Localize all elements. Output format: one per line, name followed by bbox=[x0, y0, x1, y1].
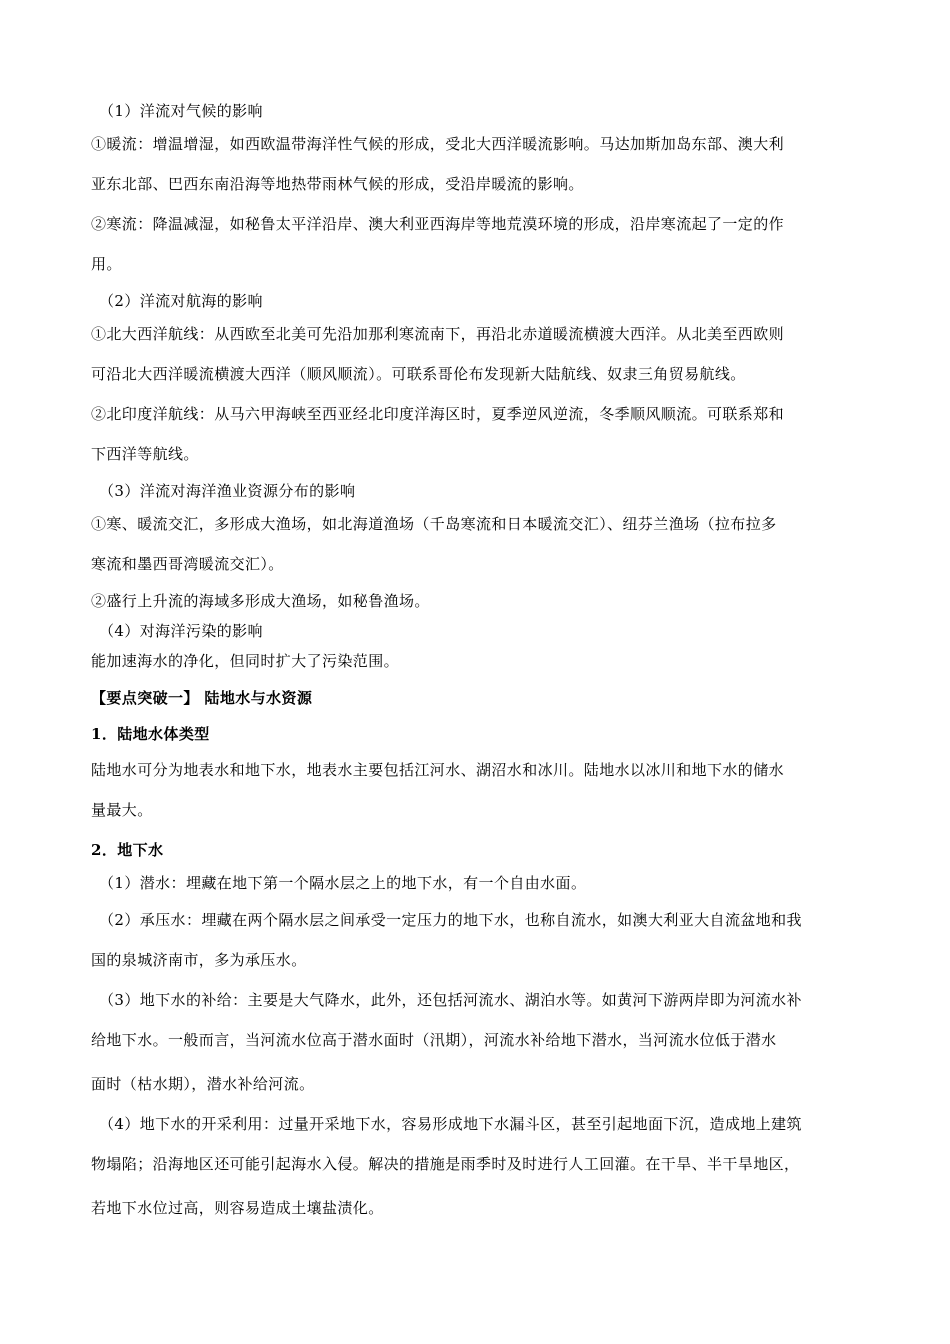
section-heading-groundwater: 2．地下水 bbox=[91, 841, 164, 859]
paragraph-confined-1: （2）承压水：埋藏在两个隔水层之间承受一定压力的地下水，也称自流水，如澳大利亚大自流盆地和我 bbox=[99, 911, 802, 929]
paragraph-land-water-2: 量最大。 bbox=[91, 801, 153, 819]
paragraph-indian-route-1: ②北印度洋航线：从马六甲海峡至西亚经北印度洋海区时，夏季逆风逆流，冬季顺风顺流。可联系郑和 bbox=[91, 405, 785, 423]
document-page bbox=[91, 96, 853, 1230]
paragraph-recharge-3: 面时（枯水期），潜水补给河流。 bbox=[91, 1075, 315, 1093]
paragraph-warm-current-2: 亚东北部、巴西东南沿海等地热带雨林气候的形成，受沿岸暖流的影响。 bbox=[91, 175, 584, 193]
paragraph-atlantic-route-1: ①北大西洋航线：从西欧至北美可先沿加那利寒流南下，再沿北赤道暖流横渡大西洋。从北美至西欧则 bbox=[91, 325, 785, 343]
paragraph-atlantic-route-2: 可沿北大西洋暖流横渡大西洋（顺风顺流）。可联系哥伦布发现新大陆航线、奴隶三角贸易航线。 bbox=[91, 365, 746, 383]
paragraph-land-water-1: 陆地水可分为地表水和地下水，地表水主要包括江河水、湖沼水和冰川。陆地水以冰川和地下水的储水 bbox=[91, 761, 785, 779]
paragraph-exploit-2: 物塌陷；沿海地区还可能引起海水入侵。解决的措施是雨季时及时进行人工回灌。在干旱、半干旱地区， bbox=[91, 1155, 800, 1173]
paragraph-recharge-2: 给地下水。一般而言，当河流水位高于潜水面时（汛期），河流水补给地下潜水，当河流水位低于潜水 bbox=[91, 1031, 777, 1049]
paragraph-confined-2: 国的泉城济南市，多为承压水。 bbox=[91, 951, 307, 969]
paragraph-pollution: 能加速海水的净化，但同时扩大了污染范围。 bbox=[91, 652, 400, 670]
paragraph-recharge-1: （3）地下水的补给：主要是大气降水，此外，还包括河流水、湖泊水等。如黄河下游两岸即为河流水补 bbox=[99, 991, 802, 1009]
paragraph-fishery-1b: 寒流和墨西哥湾暖流交汇）。 bbox=[91, 555, 284, 573]
paragraph-cold-current-1: ②寒流：降温减湿，如秘鲁太平洋沿岸、澳大利亚西海岸等地荒漠环境的形成，沿岸寒流起了一定的作 bbox=[91, 215, 785, 233]
section-heading-key-point bbox=[91, 680, 853, 716]
paragraph-fishery-1a: ①寒、暖流交汇，多形成大渔场，如北海道渔场（千岛寒流和日本暖流交汇）、纽芬兰渔场（拉布拉多 bbox=[91, 515, 777, 533]
paragraph-warm-current-1: ①暖流：增温增湿，如西欧温带海洋性气候的形成，受北大西洋暖流影响。马达加斯加岛东部、澳大利 bbox=[91, 135, 785, 153]
paragraph-exploit-3: 若地下水位过高，则容易造成土壤盐渍化。 bbox=[91, 1199, 384, 1217]
paragraph-phreatic: （1）潜水：埋藏在地下第一个隔水层之上的地下水，有一个自由水面。 bbox=[99, 874, 587, 892]
section-heading-land-water-types: 1．陆地水体类型 bbox=[91, 725, 210, 743]
paragraph-exploit-1: （4）地下水的开采利用：过量开采地下水，容易形成地下水漏斗区，甚至引起地面下沉，造成地上建筑 bbox=[99, 1115, 802, 1133]
paragraph-indian-route-2: 下西洋等航线。 bbox=[91, 445, 199, 463]
key-point-bracket: 【要点突破一】 bbox=[91, 689, 199, 707]
subheading-fishery: （3）洋流对海洋渔业资源分布的影响 bbox=[99, 482, 356, 500]
paragraph-fishery-2: ②盛行上升流的海域多形成大渔场，如秘鲁渔场。 bbox=[91, 592, 430, 610]
subheading-pollution: （4）对海洋污染的影响 bbox=[99, 622, 263, 640]
subheading-navigation: （2）洋流对航海的影响 bbox=[99, 292, 263, 310]
key-point-title: 陆地水与水资源 bbox=[198, 689, 313, 707]
paragraph-cold-current-2: 用。 bbox=[91, 255, 122, 273]
subheading-ocean-climate: （1）洋流对气候的影响 bbox=[99, 102, 263, 120]
